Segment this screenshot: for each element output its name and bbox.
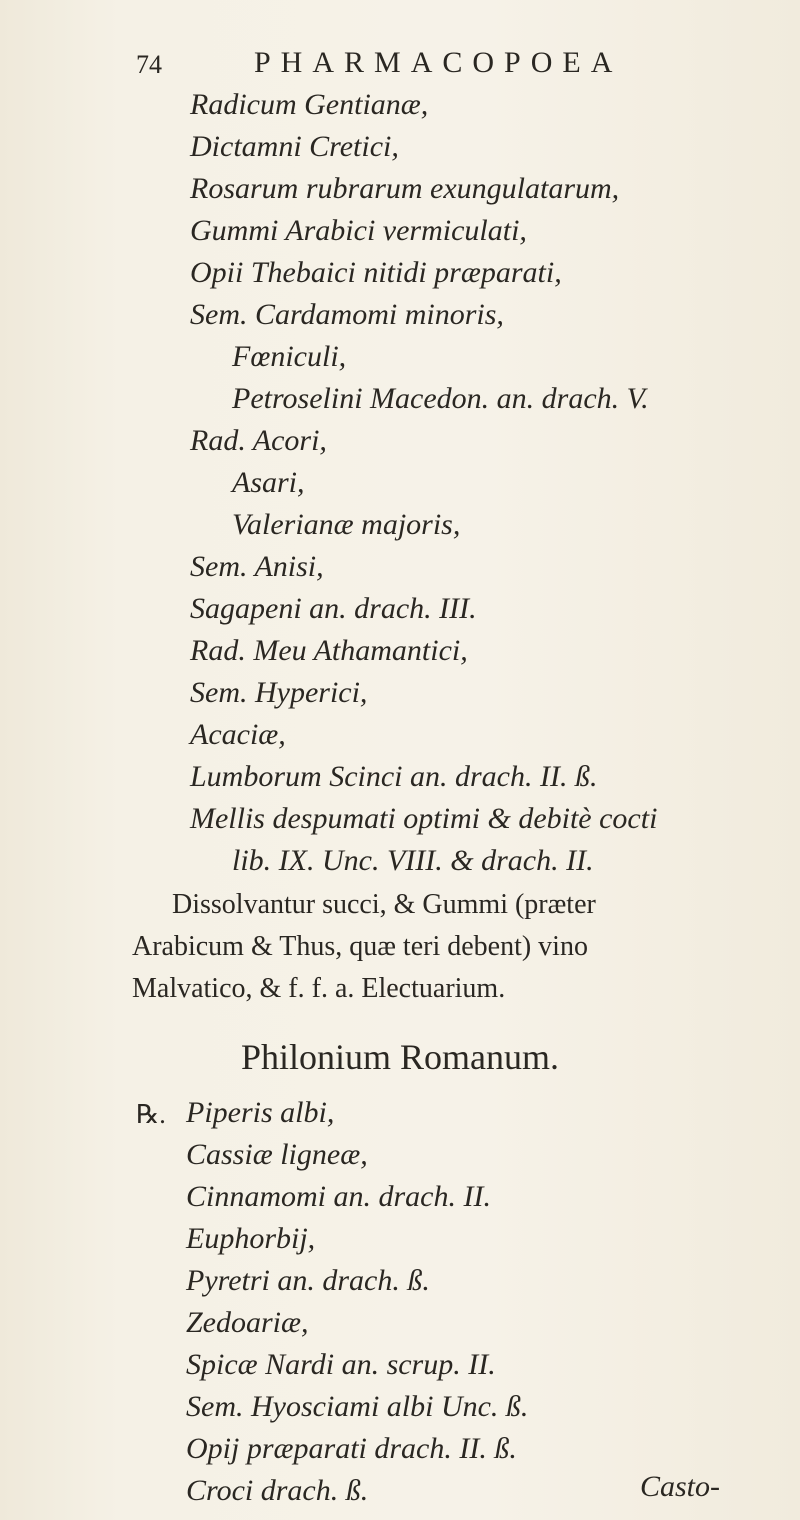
recipe-line: Rosarum rubrarum exungulatarum, xyxy=(190,172,620,205)
recipe-line: lib. IX. Unc. VIII. & drach. II. xyxy=(232,844,594,877)
recipe-line: Piperis albi, xyxy=(186,1096,335,1129)
recipe-line: Opii Thebaici nitidi præparati, xyxy=(190,256,562,289)
recipe-line: Sem. Cardamomi minoris, xyxy=(190,298,504,331)
recipe-line: Opij præparati drach. II. ß. xyxy=(186,1432,517,1465)
recipe-symbol: ℞. xyxy=(136,1100,166,1129)
recipe-line: Lumborum Scinci an. drach. II. ß. xyxy=(190,760,598,793)
instruction-line: Malvatico, & f. f. a. Electuarium. xyxy=(132,973,506,1004)
page-number: 74 xyxy=(136,50,162,79)
recipe-line: Dictamni Cretici, xyxy=(190,130,399,163)
recipe-line: Sem. Anisi, xyxy=(190,550,324,583)
instruction-line: Arabicum & Thus, quæ teri debent) vino xyxy=(132,931,588,962)
catchword: Casto- xyxy=(640,1470,721,1503)
recipe-line: Croci drach. ß. xyxy=(186,1474,369,1507)
recipe-line: Sem. Hyosciami albi Unc. ß. xyxy=(186,1390,529,1423)
recipe-line: Cassiæ ligneæ, xyxy=(186,1138,368,1171)
recipe-line: Rad. Acori, xyxy=(190,424,327,457)
recipe-line: Euphorbij, xyxy=(186,1222,316,1255)
recipe-line: Petroselini Macedon. an. drach. V. xyxy=(232,382,649,415)
page-header xyxy=(136,46,676,86)
recipe-line: Asari, xyxy=(232,466,305,499)
recipe-line: Pyretri an. drach. ß. xyxy=(186,1264,430,1297)
recipe-line: Cinnamomi an. drach. II. xyxy=(186,1180,491,1213)
recipe-line: Mellis despumati optimi & debitè cocti xyxy=(190,802,658,835)
recipe-line: Radicum Gentianæ, xyxy=(190,88,429,121)
instruction-line: Dissolvantur succi, & Gummi (præter xyxy=(172,889,596,920)
running-title: PHARMACOPOEA xyxy=(254,46,623,79)
recipe-line: Gummi Arabici vermiculati, xyxy=(190,214,527,247)
section-heading: Philonium Romanum. xyxy=(240,1037,560,1077)
recipe-line: Sem. Hyperici, xyxy=(190,676,368,709)
recipe-line: Valerianæ majoris, xyxy=(232,508,461,541)
recipe-line: Fœniculi, xyxy=(232,340,347,373)
recipe-line: Sagapeni an. drach. III. xyxy=(190,592,477,625)
recipe-line: Spicæ Nardi an. scrup. II. xyxy=(186,1348,496,1381)
recipe-line: Acaciæ, xyxy=(190,718,286,751)
recipe-line: Zedoariæ, xyxy=(186,1306,309,1339)
recipe-line: Rad. Meu Athamantici, xyxy=(190,634,468,667)
